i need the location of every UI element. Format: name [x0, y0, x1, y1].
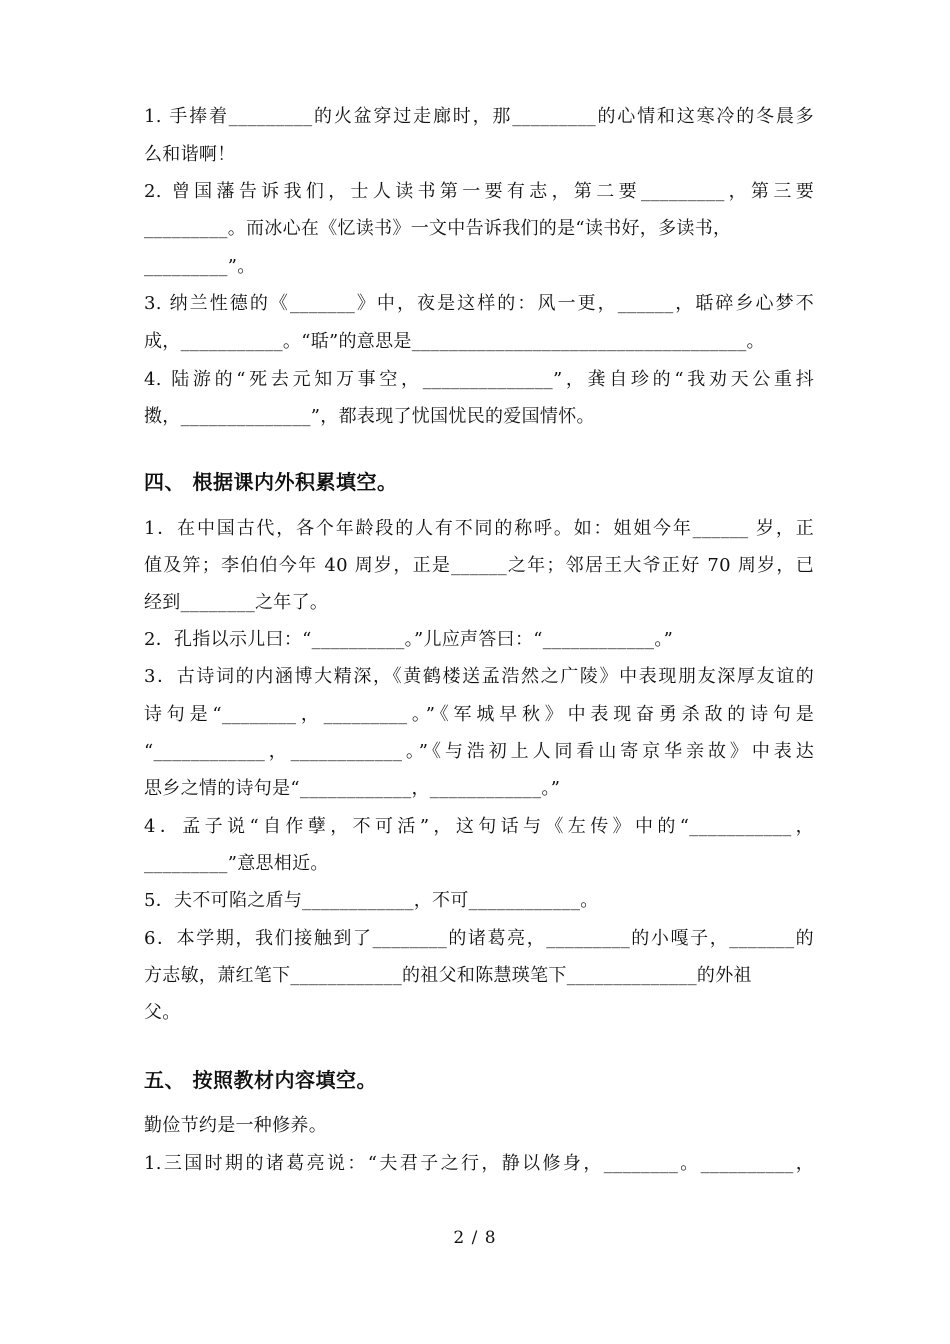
- s4-item2-line1: 2．孔指以示儿曰：“__________。”儿应声答曰：“____________。”: [144, 629, 674, 650]
- s3-item4-line2: 擞，______________”，都表现了忧国忧民的爱国情怀。: [144, 406, 595, 427]
- s3-item1-line2: 么和谐啊！: [144, 144, 236, 165]
- s4-item3-line3: “____________，____________。”《与浩初上人同看山寄京华亲故》中表达: [144, 741, 814, 762]
- page-number: 2 / 8: [453, 1228, 497, 1248]
- s4-item4-line1: 4．孟子说“自作孽，不可活”，这句话与《左传》中的“___________，: [144, 816, 814, 837]
- s3-item3-line1: 3. 纳兰性德的《_______》中，夜是这样的：风一更，______，聒碎乡心梦不: [144, 293, 814, 314]
- s5-intro: 勤俭节约是一种修养。: [144, 1115, 327, 1136]
- s4-item6-line1: 6．本学期，我们接触到了________的诸葛亮，_________的小嘎子，_______的: [144, 928, 814, 949]
- s4-item3-line2: 诗句是“________，_________。”《军城早秋》中表现奋勇杀敌的诗句是: [144, 704, 814, 725]
- s3-item3-line2: 成，___________。“聒”的意思是____________________________________。: [144, 331, 765, 352]
- s4-item6-line2: 方志敏，萧红笔下____________的祖父和陈慧瑛笔下______________的外祖: [144, 965, 752, 986]
- s3-item4-line1: 4. 陆游的“死去元知万事空，______________”，龚自珍的“我劝天公重抖: [144, 369, 814, 390]
- s4-item1-line2: 值及笄；李伯伯今年 40 周岁，正是______之年；邻居王大爷正好 70 周岁，已: [144, 555, 814, 576]
- s3-item2-line3: _________”。: [144, 256, 256, 277]
- s4-item1-line1: 1．在中国古代，各个年龄段的人有不同的称呼。如：姐姐今年______ 岁，正: [144, 518, 814, 539]
- s3-item1-line1: 1. 手捧着_________的火盆穿过走廊时，那_________的心情和这寒冷的冬晨多: [144, 106, 814, 127]
- s4-item6-line3: 父。: [144, 1002, 181, 1023]
- s3-item2-line2: _________。而冰心在《忆读书》一文中告诉我们的是“读书好，多读书，: [144, 218, 732, 239]
- s4-item5-line1: 5．夫不可陷之盾与____________，不可____________。: [144, 890, 599, 911]
- s4-item3-line4: 思乡之情的诗句是“____________，____________。”: [144, 778, 561, 799]
- section5-heading: 五、 按照教材内容填空。: [144, 1068, 377, 1092]
- s4-item1-line3: 经到________之年了。: [144, 592, 329, 613]
- section4-heading: 四、 根据课内外积累填空。: [144, 470, 398, 494]
- s3-item2-line1: 2. 曾国藩告诉我们，士人读书第一要有志，第二要_________，第三要: [144, 181, 814, 202]
- s4-item3-line1: 3．古诗词的内涵博大精深，《黄鹤楼送孟浩然之广陵》中表现朋友深厚友谊的: [144, 666, 814, 687]
- s5-item1-line1: 1.三国时期的诸葛亮说：“夫君子之行，静以修身，________。__________，: [144, 1153, 814, 1174]
- s4-item4-line2: _________”意思相近。: [144, 853, 329, 874]
